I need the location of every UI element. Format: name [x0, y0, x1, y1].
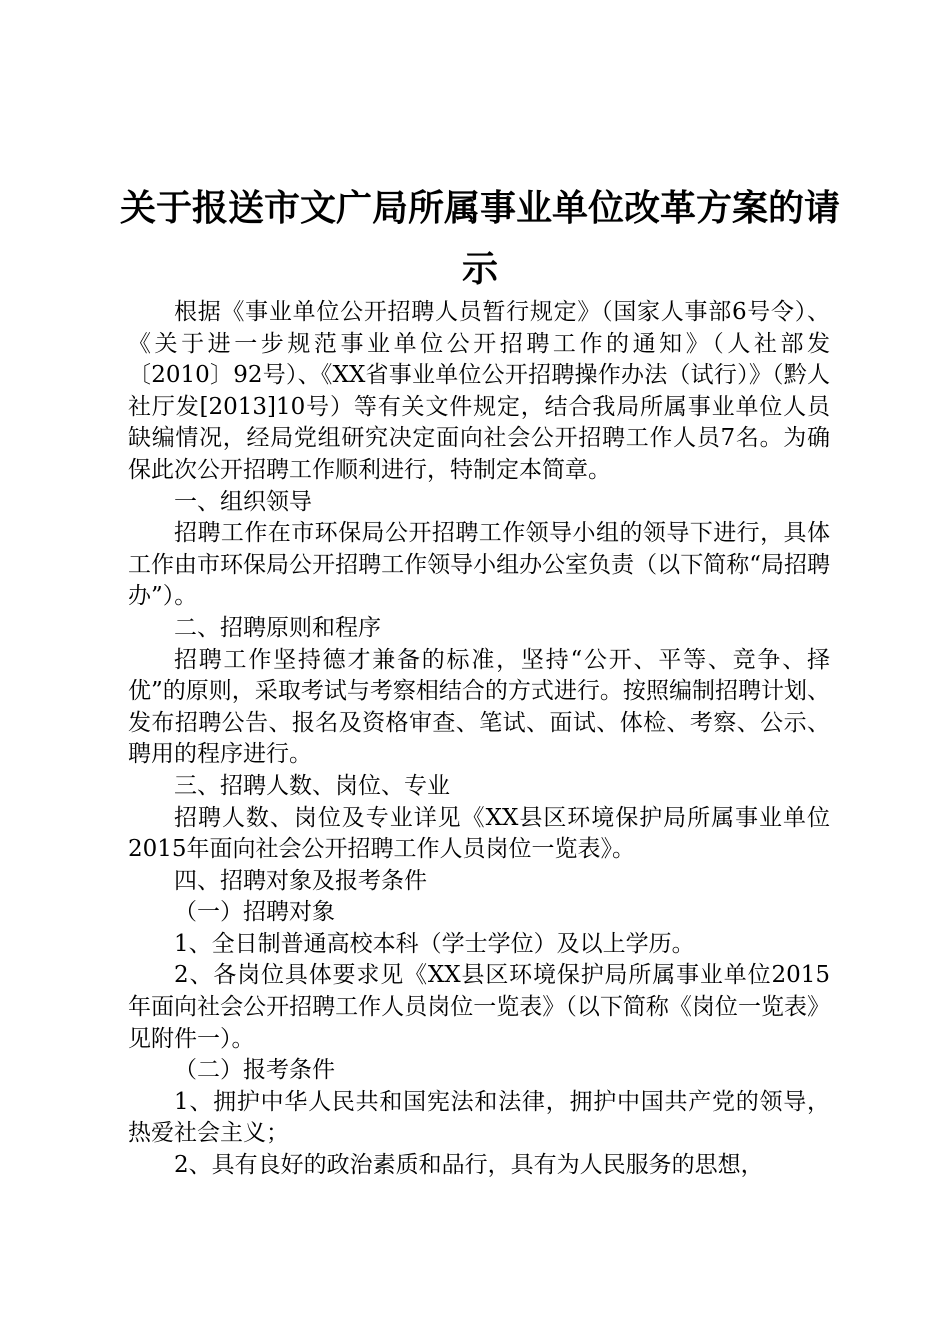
document-body — [128, 297, 830, 1182]
paragraph-organization: 招聘工作在市环保局公开招聘工作领导小组的领导下进行，具体工作由市环保局公开招聘工作领导小组办公室负责（以下简称“局招聘办”）。 — [128, 520, 830, 610]
section-heading-principles: 二、招聘原则和程序 — [174, 614, 381, 641]
paragraph-principles: 招聘工作坚持德才兼备的标准，坚持“公开、平等、竞争、择优”的原则，采取考试与考察相结合的方式进行。按照编制招聘计划、发布招聘公告、报名及资格审查、笔试、面试、体检、考察、公示、聘用的程序进行。 — [128, 646, 830, 768]
list-item: 2、具有良好的政治素质和品行，具有为人民服务的思想， — [174, 1152, 764, 1179]
list-item: 2、各岗位具体要求见《XX县区环境保护局所属事业单位2015年面向社会公开招聘工作人员岗位一览表》（以下简称《岗位一览表》见附件一）。 — [128, 962, 830, 1052]
subheading-conditions: （二）报考条件 — [174, 1057, 335, 1084]
paragraph-positions: 招聘人数、岗位及专业详见《XX县区环境保护局所属事业单位2015年面向社会公开招聘工作人员岗位一览表》。 — [128, 804, 830, 863]
list-item: 1、全日制普通高校本科（学士学位）及以上学历。 — [174, 930, 695, 957]
paragraph-intro: 根据《事业单位公开招聘人员暂行规定》（国家人事部6号令）、《关于进一步规范事业单位公开招聘工作的通知》（人社部发〔2010〕92号）、《XX省事业单位公开招聘操作办法（试行）》（黔人社厅发[2013]10号）等有关文件规定，结合我局所属事业单位人员缺编情况，经局党组研究决定面向社会公开招聘工作人员7名。为确保此次公开招聘工作顺利进行，特制定本简章。 — [128, 299, 830, 483]
document-title-line2: 示 — [461, 249, 498, 290]
subheading-targets: （一）招聘对象 — [174, 899, 335, 926]
list-item: 1、拥护中华人民共和国宪法和法律，拥护中国共产党的领导，热爱社会主义； — [128, 1088, 830, 1147]
section-heading-organization: 一、组织领导 — [174, 488, 312, 515]
section-heading-eligibility: 四、招聘对象及报考条件 — [174, 867, 427, 894]
document-title-line1: 关于报送市文广局所属事业单位改革方案的请 — [119, 188, 840, 229]
section-heading-positions: 三、招聘人数、岗位、专业 — [174, 772, 450, 799]
